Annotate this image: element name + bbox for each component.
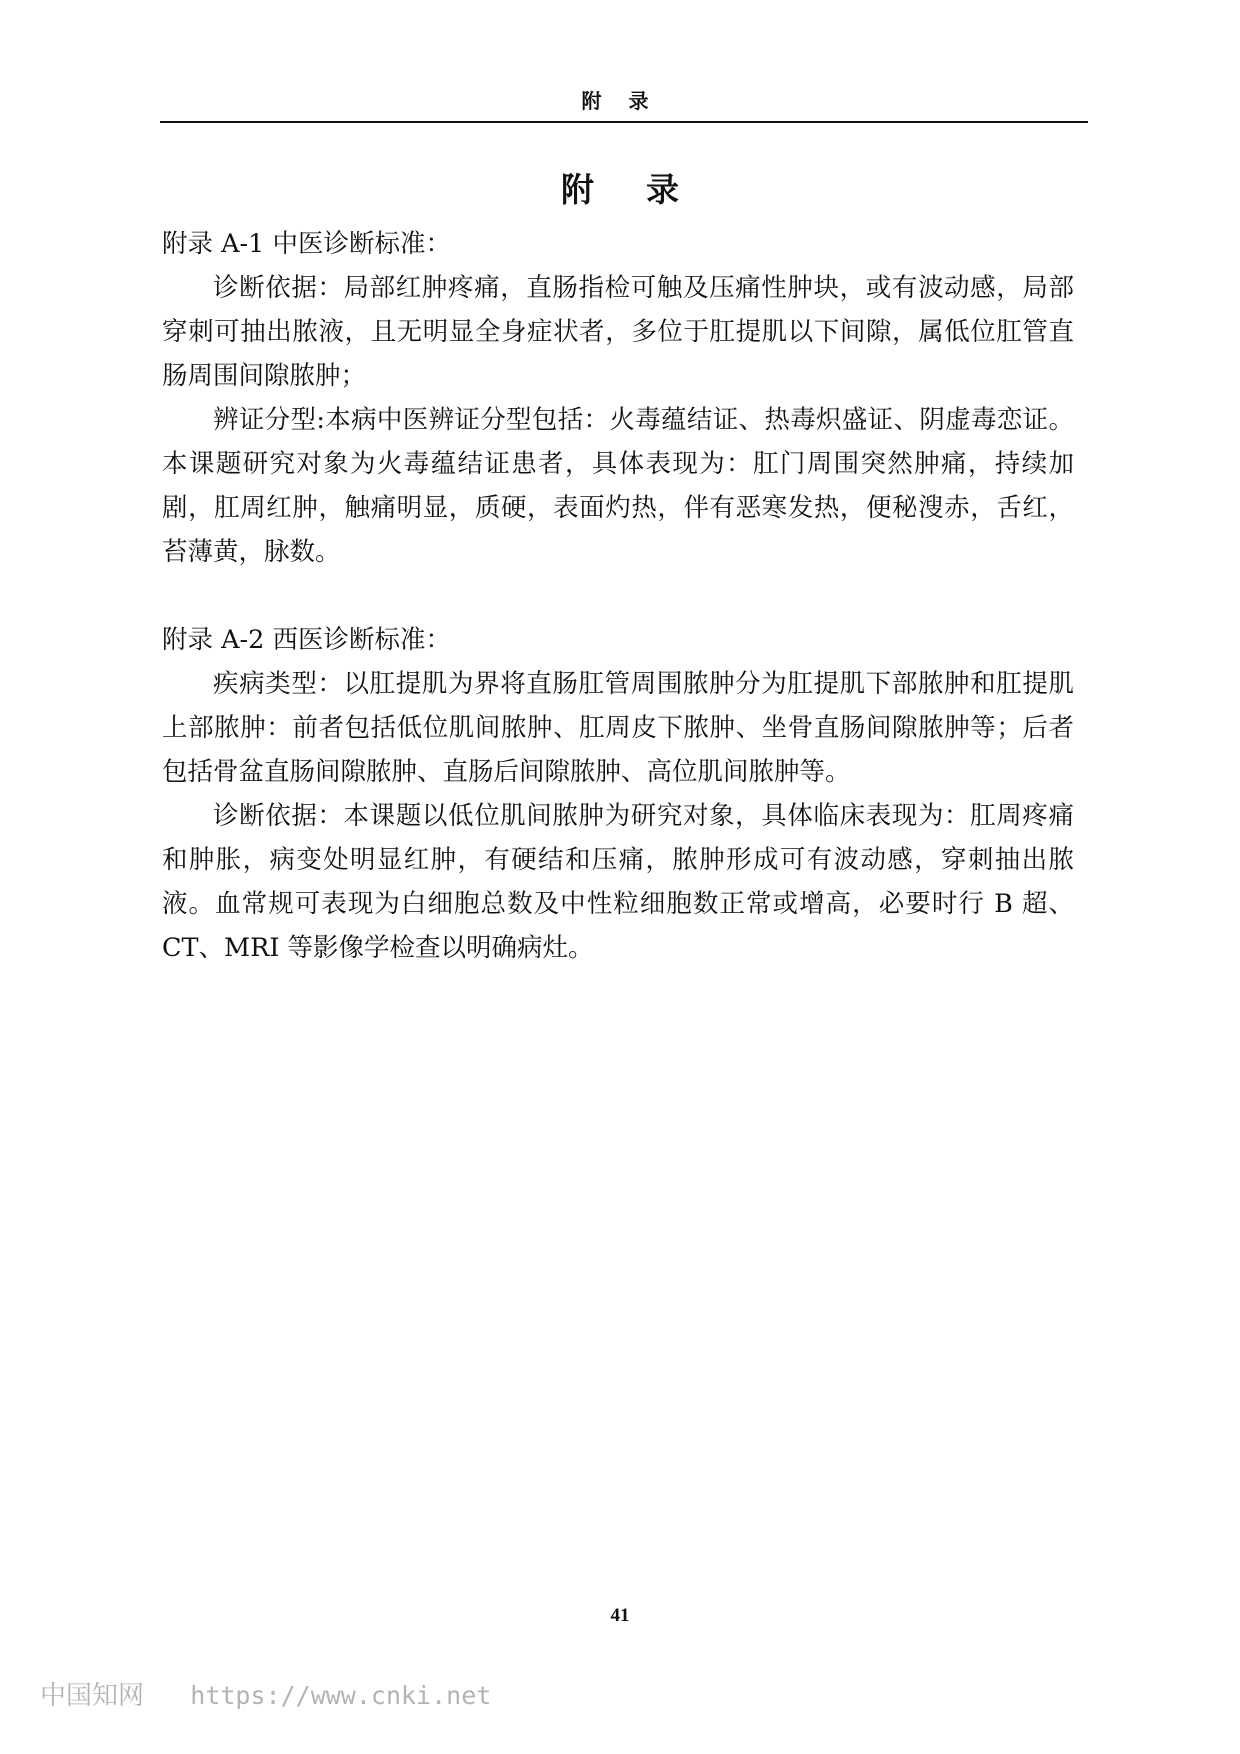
running-header: 附 录 xyxy=(581,89,659,113)
header-rule xyxy=(160,121,1088,123)
page-title: 附录 xyxy=(561,170,731,209)
section-a1-paragraph-diagnosis: 诊断依据：局部红肿疼痛，直肠指检可触及压痛性肿块，或有波动感，局部穿刺可抽出脓液，且无明显全身症状者，多位于肛提肌以下间隙，属低位肛管直肠周围间隙脓肿； xyxy=(162,273,1074,391)
section-a1-heading: 附录 A-1 中医诊断标准： xyxy=(162,229,451,259)
section-a2-paragraph-types: 疾病类型：以肛提肌为界将直肠肛管周围脓肿分为肛提肌下部脓肿和肛提肌上部脓肿：前者包括低位肌间脓肿、肛周皮下脓肿、坐骨直肠间隙脓肿等；后者包括骨盆直肠间隙脓肿、直肠后间隙脓肿、高位肌间脓肿等。 xyxy=(162,669,1074,787)
section-gap xyxy=(162,574,1074,618)
section-a1-paragraph-syndrome: 辨证分型:本病中医辨证分型包括：火毒蕴结证、热毒炽盛证、阴虚毒恋证。本课题研究对象为火毒蕴结证患者，具体表现为：肛门周围突然肿痛，持续加剧，肛周红肿，触痛明显，质硬，表面灼热，伴有恶寒发热，便秘溲赤，舌红，苔薄黄，脉数。 xyxy=(162,405,1074,567)
section-a2-paragraph-diagnosis: 诊断依据：本课题以低位肌间脓肿为研究对象，具体临床表现为：肛周疼痛和肿胀，病变处明显红肿，有硬结和压痛，脓肿形成可有波动感，穿刺抽出脓液。血常规可表现为白细胞总数及中性粒细胞数正常或增高，必要时行 B 超、CT、MRI 等影像学检查以明确病灶。 xyxy=(162,801,1074,963)
section-a2-heading: 附录 A-2 西医诊断标准： xyxy=(162,625,451,655)
watermark-url: https://www.cnki.net xyxy=(190,1681,492,1710)
page-number: 41 xyxy=(610,1605,630,1626)
watermark-name: 中国知网 xyxy=(40,1681,145,1711)
document-body xyxy=(162,222,1074,970)
cnki-watermark xyxy=(40,1678,560,1714)
